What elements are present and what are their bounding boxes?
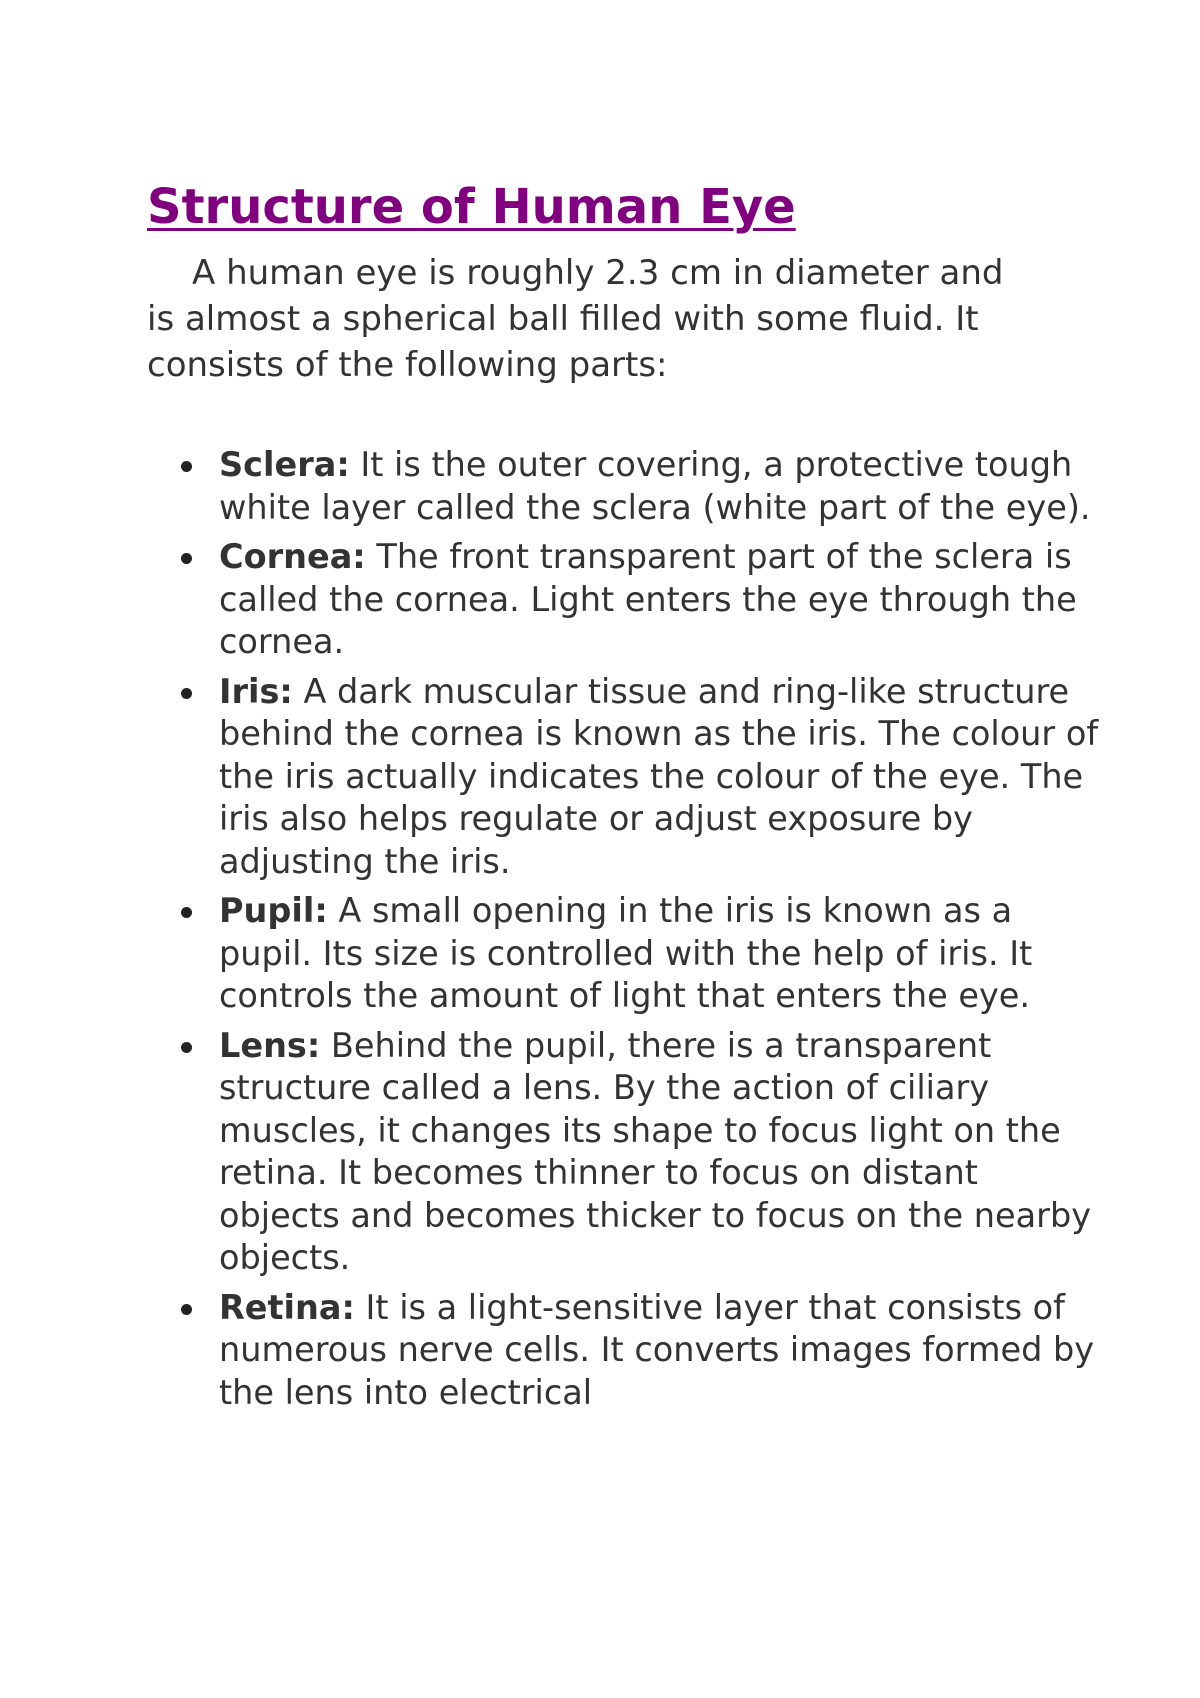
part-name: Iris: xyxy=(219,671,293,711)
part-description: It is a light-sensitive layer that consists of numerous nerve cells. It converts images formed by the lens into electrical xyxy=(219,1287,1095,1412)
page-title: Structure of Human Eye xyxy=(147,179,796,235)
bullet-icon xyxy=(181,688,192,699)
part-name: Cornea: xyxy=(219,537,366,576)
list-item xyxy=(219,536,1099,664)
part-name: Retina: xyxy=(219,1287,355,1327)
part-description: A small opening in the iris is known as a pupil. Its size is controlled with the help of iris. It controls the amount of light that enters the eye. xyxy=(219,891,1033,1015)
bullet-icon xyxy=(181,1304,192,1315)
part-name: Sclera: xyxy=(219,445,350,484)
bullet-icon xyxy=(181,461,192,472)
list-item xyxy=(219,1287,1099,1415)
list-item xyxy=(219,890,1099,1018)
list-item xyxy=(219,444,1099,529)
part-description: The front transparent part of the sclera is called the cornea. Light enters the eye through the cornea. xyxy=(219,537,1077,661)
bullet-icon xyxy=(181,907,192,918)
part-description: Behind the pupil, there is a transparent structure called a lens. By the action of ciliary muscles, it changes its shape to focus light on the retina. It becomes thinner to focus on distant objects and becomes thicker to focus on the nearby objects. xyxy=(219,1025,1092,1277)
list-item xyxy=(219,671,1099,884)
part-description: A dark muscular tissue and ring-like structure behind the cornea is known as the iris. The colour of the iris actually indicates the colour of the eye. The iris also helps regulate or adjust exposure by adjusting the iris. xyxy=(219,671,1099,881)
parts-list xyxy=(147,444,1099,1414)
part-name: Pupil: xyxy=(219,891,328,930)
document-page xyxy=(147,170,1099,1421)
part-name: Lens: xyxy=(219,1025,321,1065)
part-description: It is the outer covering, a protective tough white layer called the sclera (white part of the eye). xyxy=(219,445,1091,527)
intro-paragraph: A human eye is roughly 2.3 cm in diameter and is almost a spherical ball filled with some fluid. It consists of the following parts: xyxy=(147,253,1004,385)
bullet-icon xyxy=(181,1042,192,1053)
bullet-icon xyxy=(181,553,192,564)
list-item xyxy=(219,1025,1099,1280)
